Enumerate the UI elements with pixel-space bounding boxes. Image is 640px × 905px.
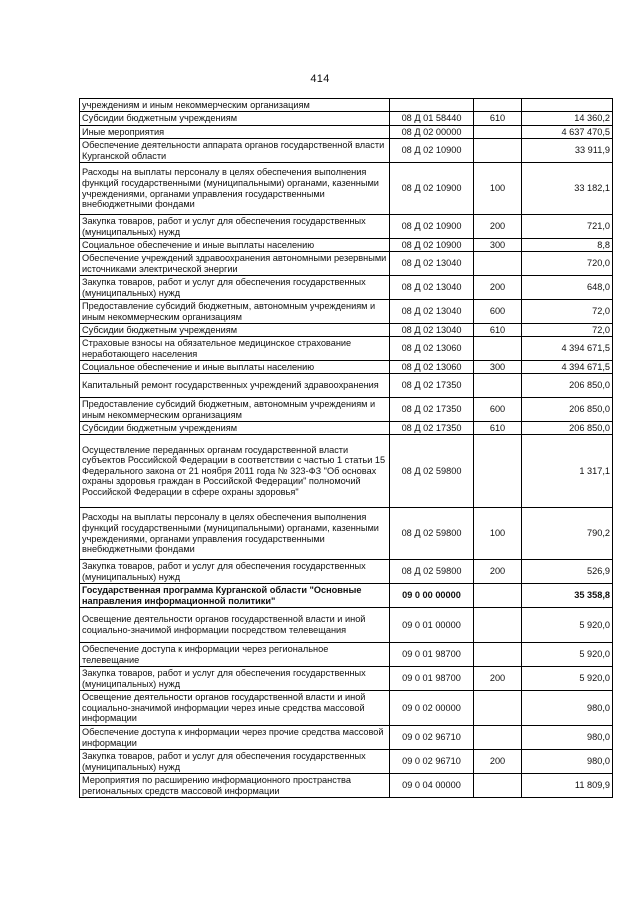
amount-cell: 11 809,9 xyxy=(522,774,613,798)
name-cell: Закупка товаров, работ и услуг для обеспечения государственных (муниципальных) нужд xyxy=(80,276,390,300)
expense-type-cell xyxy=(474,139,522,163)
table-row xyxy=(80,215,613,239)
expense-type-cell xyxy=(474,643,522,667)
code-cell xyxy=(390,99,474,112)
amount-cell: 206 850,0 xyxy=(522,422,613,435)
table-row xyxy=(80,608,613,643)
name-cell: Страховые взносы на обязательное медицинское страхование неработающего населения xyxy=(80,337,390,361)
amount-cell: 206 850,0 xyxy=(522,374,613,398)
name-cell: Освещение деятельности органов государственной власти и иной социально-значимой информации посредством телевещания xyxy=(80,608,390,643)
table-row xyxy=(80,584,613,608)
amount-cell: 526,9 xyxy=(522,560,613,584)
expense-type-cell xyxy=(474,99,522,112)
name-cell: Закупка товаров, работ и услуг для обеспечения государственных (муниципальных) нужд xyxy=(80,667,390,691)
code-cell: 08 Д 02 10900 xyxy=(390,163,474,215)
table-row xyxy=(80,667,613,691)
table-row xyxy=(80,239,613,252)
page-number: 414 xyxy=(310,73,330,85)
code-cell: 08 Д 02 00000 xyxy=(390,126,474,139)
amount-cell: 206 850,0 xyxy=(522,398,613,422)
code-cell: 08 Д 02 13040 xyxy=(390,300,474,324)
table-row xyxy=(80,126,613,139)
name-cell: Субсидии бюджетным учреждениям xyxy=(80,422,390,435)
expense-type-cell: 610 xyxy=(474,112,522,126)
expense-type-cell xyxy=(474,374,522,398)
expense-type-cell: 200 xyxy=(474,276,522,300)
name-cell: учреждениям и иным некоммерческим организациям xyxy=(80,99,390,112)
amount-cell: 4 394 671,5 xyxy=(522,337,613,361)
table-row xyxy=(80,139,613,163)
name-cell: Мероприятия по расширению информационного пространства региональных средств массовой информации xyxy=(80,774,390,798)
expense-type-cell xyxy=(474,584,522,608)
name-cell: Обеспечение деятельности аппарата органов государственной власти Курганской области xyxy=(80,139,390,163)
amount-cell xyxy=(522,99,613,112)
expense-type-cell xyxy=(474,774,522,798)
expense-type-cell xyxy=(474,126,522,139)
code-cell: 09 0 01 98700 xyxy=(390,667,474,691)
amount-cell: 720,0 xyxy=(522,252,613,276)
amount-cell: 33 182,1 xyxy=(522,163,613,215)
expense-type-cell xyxy=(474,726,522,750)
name-cell: Предоставление субсидий бюджетным, автономным учреждениям и иным некоммерческим организациям xyxy=(80,398,390,422)
expense-type-cell: 610 xyxy=(474,422,522,435)
code-cell: 08 Д 02 13040 xyxy=(390,276,474,300)
amount-cell: 5 920,0 xyxy=(522,608,613,643)
table-row xyxy=(80,163,613,215)
expense-type-cell: 200 xyxy=(474,750,522,774)
table-row xyxy=(80,726,613,750)
amount-cell: 5 920,0 xyxy=(522,667,613,691)
code-cell: 09 0 02 96710 xyxy=(390,750,474,774)
budget-table-body xyxy=(80,99,613,798)
code-cell: 09 0 04 00000 xyxy=(390,774,474,798)
code-cell: 08 Д 02 17350 xyxy=(390,374,474,398)
name-cell: Расходы на выплаты персоналу в целях обеспечения выполнения функций государственными (муниципальными) органами, казенными учреждениями, органами управления государственными внебюджетными фондами xyxy=(80,508,390,560)
name-cell: Расходы на выплаты персоналу в целях обеспечения выполнения функций государственными (муниципальными) органами, казенными учреждениями, органами управления государственными внебюджетными фондами xyxy=(80,163,390,215)
expense-type-cell xyxy=(474,608,522,643)
code-cell: 08 Д 02 17350 xyxy=(390,398,474,422)
code-cell: 08 Д 02 13040 xyxy=(390,252,474,276)
amount-cell: 4 637 470,5 xyxy=(522,126,613,139)
amount-cell: 5 920,0 xyxy=(522,643,613,667)
name-cell: Осуществление переданных органам государственной власти субъектов Российской Федерации в соответствии с частью 1 статьи 15 Федерального закона от 21 ноября 2011 года № 323-ФЗ "Об основах охраны здоровья граждан в Российской Федерации" полномочий Российской Федерации в сфере охраны здоровья" xyxy=(80,435,390,508)
name-cell: Предоставление субсидий бюджетным, автономным учреждениям и иным некоммерческим организациям xyxy=(80,300,390,324)
name-cell: Обеспечение учреждений здравоохранения автономными резервными источниками электрической энергии xyxy=(80,252,390,276)
expense-type-cell: 600 xyxy=(474,300,522,324)
name-cell: Государственная программа Курганской области "Основные направления информационной политики" xyxy=(80,584,390,608)
table-row xyxy=(80,361,613,374)
code-cell: 08 Д 02 59800 xyxy=(390,560,474,584)
table-row xyxy=(80,300,613,324)
amount-cell: 14 360,2 xyxy=(522,112,613,126)
table-row xyxy=(80,398,613,422)
amount-cell: 1 317,1 xyxy=(522,435,613,508)
amount-cell: 790,2 xyxy=(522,508,613,560)
name-cell: Закупка товаров, работ и услуг для обеспечения государственных (муниципальных) нужд xyxy=(80,560,390,584)
code-cell: 08 Д 02 17350 xyxy=(390,422,474,435)
amount-cell: 980,0 xyxy=(522,691,613,726)
code-cell: 09 0 01 98700 xyxy=(390,643,474,667)
amount-cell: 72,0 xyxy=(522,300,613,324)
name-cell: Закупка товаров, работ и услуг для обеспечения государственных (муниципальных) нужд xyxy=(80,215,390,239)
table-row xyxy=(80,374,613,398)
amount-cell: 648,0 xyxy=(522,276,613,300)
amount-cell: 35 358,8 xyxy=(522,584,613,608)
table-row xyxy=(80,422,613,435)
code-cell: 09 0 02 00000 xyxy=(390,691,474,726)
amount-cell: 980,0 xyxy=(522,750,613,774)
table-row xyxy=(80,560,613,584)
name-cell: Субсидии бюджетным учреждениям xyxy=(80,324,390,337)
name-cell: Обеспечение доступа к информации через региональное телевещание xyxy=(80,643,390,667)
name-cell: Социальное обеспечение и иные выплаты населению xyxy=(80,361,390,374)
table-row xyxy=(80,276,613,300)
expense-type-cell: 300 xyxy=(474,239,522,252)
name-cell: Освещение деятельности органов государственной власти и иной социально-значимой информации через иные средства массовой информации xyxy=(80,691,390,726)
code-cell: 08 Д 02 10900 xyxy=(390,139,474,163)
expense-type-cell: 200 xyxy=(474,215,522,239)
table-row xyxy=(80,691,613,726)
table-row xyxy=(80,337,613,361)
code-cell: 08 Д 02 59800 xyxy=(390,508,474,560)
amount-cell: 980,0 xyxy=(522,726,613,750)
expense-type-cell: 600 xyxy=(474,398,522,422)
expense-type-cell: 100 xyxy=(474,508,522,560)
name-cell: Иные мероприятия xyxy=(80,126,390,139)
table-row xyxy=(80,112,613,126)
expense-type-cell xyxy=(474,252,522,276)
expense-type-cell: 610 xyxy=(474,324,522,337)
expense-type-cell: 100 xyxy=(474,163,522,215)
expense-type-cell xyxy=(474,435,522,508)
table-row xyxy=(80,252,613,276)
name-cell: Обеспечение доступа к информации через прочие средства массовой информации xyxy=(80,726,390,750)
expense-type-cell xyxy=(474,337,522,361)
code-cell: 08 Д 02 59800 xyxy=(390,435,474,508)
table-row xyxy=(80,324,613,337)
table-row xyxy=(80,774,613,798)
expense-type-cell: 200 xyxy=(474,560,522,584)
code-cell: 08 Д 02 13060 xyxy=(390,361,474,374)
code-cell: 08 Д 02 10900 xyxy=(390,215,474,239)
amount-cell: 4 394 671,5 xyxy=(522,361,613,374)
expense-type-cell xyxy=(474,691,522,726)
name-cell: Субсидии бюджетным учреждениям xyxy=(80,112,390,126)
name-cell: Закупка товаров, работ и услуг для обеспечения государственных (муниципальных) нужд xyxy=(80,750,390,774)
code-cell: 09 0 00 00000 xyxy=(390,584,474,608)
table-row xyxy=(80,508,613,560)
code-cell: 08 Д 02 10900 xyxy=(390,239,474,252)
name-cell: Капитальный ремонт государственных учреждений здравоохранения xyxy=(80,374,390,398)
code-cell: 08 Д 02 13060 xyxy=(390,337,474,361)
code-cell: 09 0 01 00000 xyxy=(390,608,474,643)
code-cell: 08 Д 02 13040 xyxy=(390,324,474,337)
amount-cell: 72,0 xyxy=(522,324,613,337)
table-row xyxy=(80,643,613,667)
amount-cell: 33 911,9 xyxy=(522,139,613,163)
expense-type-cell: 300 xyxy=(474,361,522,374)
amount-cell: 8,8 xyxy=(522,239,613,252)
amount-cell: 721,0 xyxy=(522,215,613,239)
table-row xyxy=(80,99,613,112)
budget-table xyxy=(79,98,613,798)
name-cell: Социальное обеспечение и иные выплаты населению xyxy=(80,239,390,252)
table-row xyxy=(80,750,613,774)
expense-type-cell: 200 xyxy=(474,667,522,691)
code-cell: 08 Д 01 58440 xyxy=(390,112,474,126)
code-cell: 09 0 02 96710 xyxy=(390,726,474,750)
table-row xyxy=(80,435,613,508)
